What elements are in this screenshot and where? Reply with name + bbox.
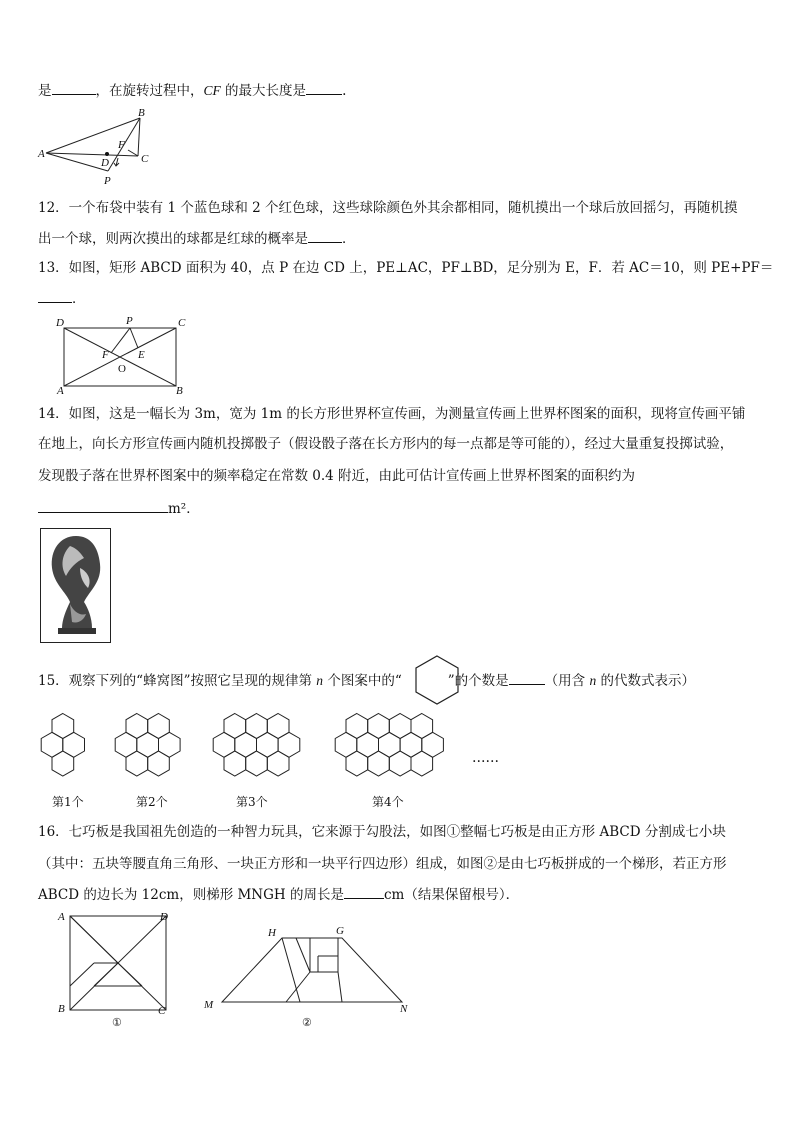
honeycomb-cell	[411, 751, 433, 776]
honeycomb-cell	[115, 732, 137, 757]
honeycomb-cell	[126, 714, 148, 739]
honeycomb-cell	[389, 751, 411, 776]
caption-3: 第3个	[236, 795, 268, 809]
label-O: O	[118, 363, 126, 375]
honeycomb-cell	[41, 732, 63, 757]
label-N: N	[400, 1003, 408, 1015]
caption-2: 第2个	[136, 795, 168, 809]
q11-tail: 是 ，在旋转过程中，CF 的最大长度是 .	[38, 80, 346, 101]
honeycomb-cell	[411, 714, 433, 739]
answer-blank	[38, 288, 72, 303]
label-D: D	[101, 157, 109, 169]
figure-q13	[54, 314, 194, 396]
answer-blank	[52, 80, 96, 95]
label-P: P	[126, 315, 133, 327]
label-A: A	[38, 148, 45, 160]
honeycomb-cell	[246, 751, 268, 776]
honeycomb-cell	[235, 732, 257, 757]
q16-line2: （其中：五块等腰直角三角形、一块正方形和一块平行四边形）组成，如图②是由七巧板拼成的一个梯形，若正方形	[38, 856, 727, 872]
honeycomb-cell	[389, 714, 411, 739]
label-F: F	[102, 349, 109, 361]
honeycomb-cell	[213, 732, 235, 757]
figure-q11	[38, 108, 158, 190]
label-C: C	[178, 317, 186, 329]
label-A: A	[57, 385, 64, 397]
ellipsis: ……	[472, 750, 499, 766]
answer-blank	[308, 228, 342, 243]
q12-line2: 出一个球，则两次摸出的球都是红球的概率是 ．	[38, 228, 356, 249]
honeycomb-cell	[224, 751, 246, 776]
figure-q16-square	[56, 908, 180, 1030]
figure-q16-trapezoid	[200, 920, 420, 1030]
label-B: B	[58, 1003, 65, 1015]
q14-line2: 在地上，向长方形宣传画内随机投掷骰子（假设骰子落在长方形内的每一点都是等可能的），经过大量重复投掷试验，	[38, 436, 734, 452]
honeycomb-cell	[357, 732, 379, 757]
caption-1: 第1个	[52, 795, 84, 809]
honeycomb-cell	[346, 714, 368, 739]
q14-line4: m²．	[38, 498, 200, 519]
caption-fig1: ①	[112, 1017, 122, 1029]
honeycomb-cell	[368, 751, 390, 776]
label-D: D	[160, 911, 168, 923]
honeycomb-cell	[52, 751, 74, 776]
honeycomb-cell	[267, 714, 289, 739]
honeycomb-cell	[126, 751, 148, 776]
label-C: C	[141, 153, 149, 165]
label-F: F	[118, 139, 125, 151]
label-G: G	[336, 925, 344, 937]
honeycomb-cell	[379, 732, 401, 757]
honeycomb-cell	[148, 751, 170, 776]
honeycomb-cell	[246, 714, 268, 739]
q14-line3: 发现骰子落在世界杯图案中的频率稳定在常数 0.4 附近，由此可估计宣传画上世界杯图案的面积约为	[38, 468, 636, 484]
answer-blank	[38, 498, 168, 513]
q14-line1: 14．如图，这是一幅长为 3m，宽为 1m 的长方形世界杯宣传画，为测量宣传画上世界杯图案的面积，现将宣传画平铺	[38, 406, 746, 422]
label-A: A	[58, 911, 65, 923]
answer-blank	[344, 884, 384, 899]
q16-line3: ABCD 的边长为 12cm，则梯形 MNGH 的周长是 cm（结果保留根号）．	[38, 884, 519, 905]
q12-line1: 12．一个布袋中装有 1 个蓝色球和 2 个红色球，这些球除颜色外其余都相同，随机摸出一个球后放回摇匀，再随机摸	[38, 200, 738, 216]
honeycomb-figures	[30, 712, 510, 812]
honeycomb-cell	[368, 714, 390, 739]
honeycomb-cell	[257, 732, 279, 757]
honeycomb-cell	[346, 751, 368, 776]
honeycomb-cell	[422, 732, 444, 757]
hexagon-icon	[413, 654, 461, 706]
q15-line1: 15．观察下列的“蜂窝图”按照它呈现的规律第 n 个图案中的“ ”的个数是 （用含 n 的代数式表示）	[38, 670, 695, 691]
honeycomb-cell	[52, 714, 74, 739]
honeycomb-cell	[137, 732, 159, 757]
label-C: C	[158, 1005, 166, 1017]
label-E: E	[138, 349, 145, 361]
honeycomb-cell	[278, 732, 300, 757]
label-B: B	[176, 385, 183, 397]
answer-blank	[509, 670, 545, 685]
q13-line2: ．	[38, 288, 86, 309]
caption-fig2: ②	[302, 1017, 312, 1029]
label-H: H	[268, 927, 276, 939]
honeycomb-cell	[159, 732, 181, 757]
honeycomb-cell	[148, 714, 170, 739]
q16-line1: 16．七巧板是我国祖先创造的一种智力玩具，它来源于勾股法，如图①整幅七巧板是由正方形 ABCD 分割成七小块	[38, 824, 726, 840]
label-P: P	[104, 175, 111, 187]
label-B: B	[138, 107, 145, 119]
world-cup-trophy-image	[40, 528, 112, 644]
caption-4: 第4个	[372, 795, 404, 809]
label-D: D	[56, 317, 64, 329]
honeycomb-cell	[400, 732, 422, 757]
honeycomb-cell	[267, 751, 289, 776]
answer-blank	[306, 80, 342, 95]
honeycomb-cell	[335, 732, 357, 757]
honeycomb-cell	[224, 714, 246, 739]
honeycomb-cell	[63, 732, 85, 757]
label-M: M	[204, 999, 214, 1011]
q13-line1: 13．如图，矩形 ABCD 面积为 40，点 P 在边 CD 上，PE⊥AC，PF⊥BD，足分别为 E，F．若 AC＝10，则 PE+PF＝	[38, 260, 774, 276]
